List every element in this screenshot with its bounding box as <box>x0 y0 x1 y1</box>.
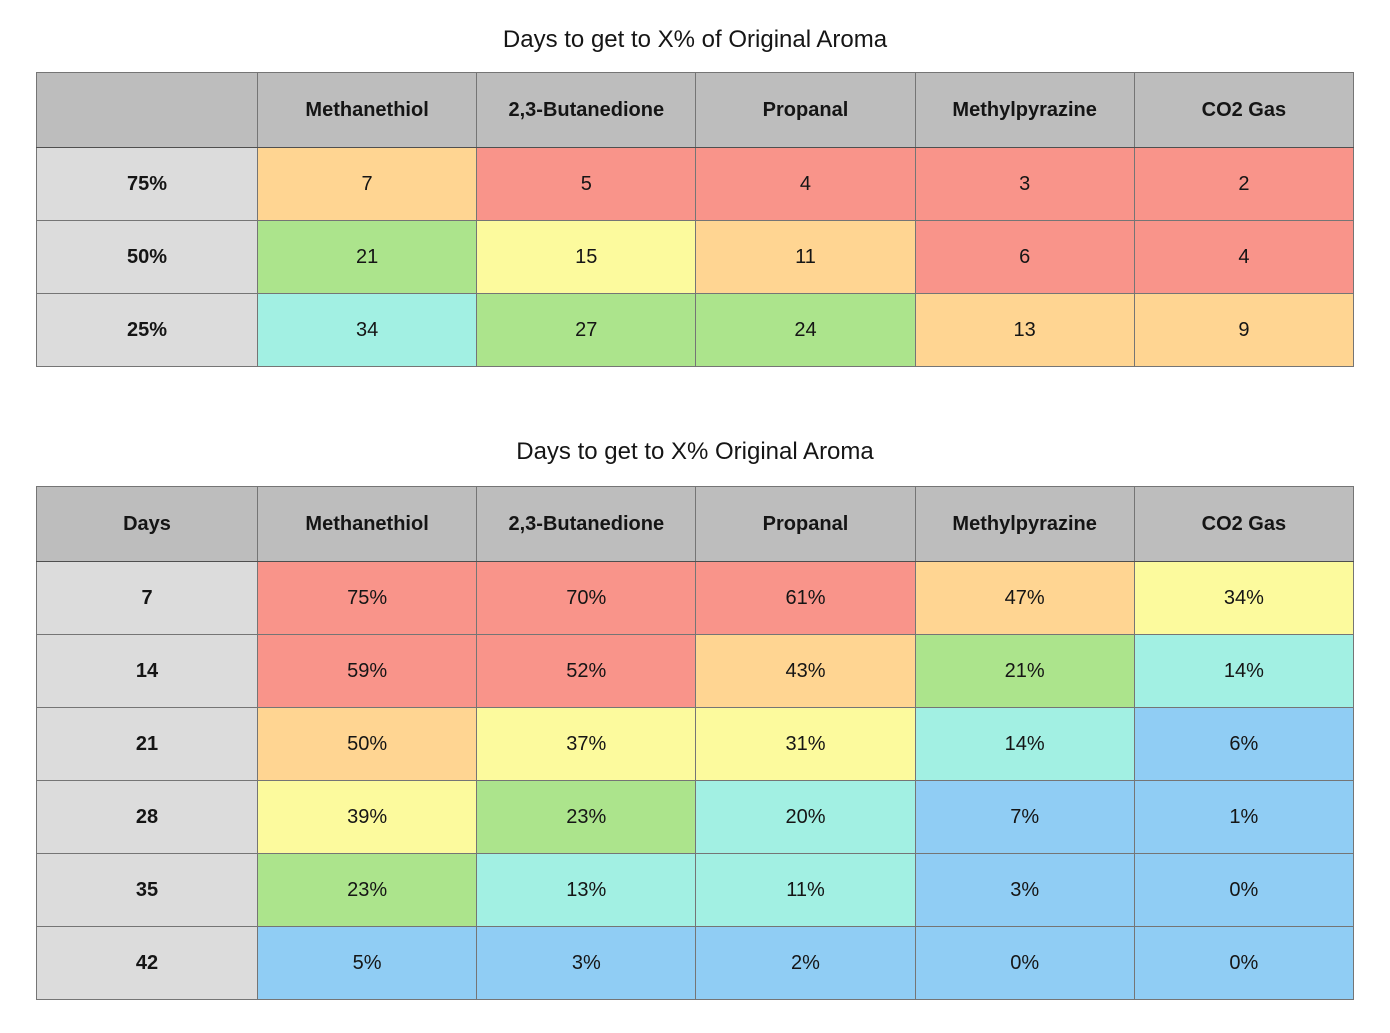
value-cell: 1% <box>1134 781 1353 854</box>
value-cell: 70% <box>477 562 696 635</box>
row-label: 14 <box>37 635 258 708</box>
value-cell: 31% <box>696 708 915 781</box>
table-row <box>37 635 1354 708</box>
days-to-reach-percent-table <box>36 72 1354 367</box>
percent-remaining-by-day-table <box>36 486 1354 1000</box>
value-cell: 59% <box>258 635 477 708</box>
value-cell: 2% <box>696 927 915 1000</box>
value-cell: 61% <box>696 562 915 635</box>
table-2-title: Days to get to X% Original Aroma <box>516 438 874 465</box>
header-row <box>37 487 1354 562</box>
table-row <box>37 708 1354 781</box>
value-cell: 39% <box>258 781 477 854</box>
column-header: Propanal <box>696 73 915 148</box>
value-cell: 20% <box>696 781 915 854</box>
table-row <box>37 854 1354 927</box>
row-label: 7 <box>37 562 258 635</box>
value-cell: 37% <box>477 708 696 781</box>
value-cell: 13 <box>915 294 1134 367</box>
value-cell: 27 <box>477 294 696 367</box>
row-label: 25% <box>37 294 258 367</box>
table-row <box>37 781 1354 854</box>
value-cell: 4 <box>696 148 915 221</box>
value-cell: 3 <box>915 148 1134 221</box>
row-label: 35 <box>37 854 258 927</box>
value-cell: 34 <box>258 294 477 367</box>
column-header: CO2 Gas <box>1134 73 1353 148</box>
row-label: 42 <box>37 927 258 1000</box>
value-cell: 21 <box>258 221 477 294</box>
value-cell: 14% <box>1134 635 1353 708</box>
value-cell: 5 <box>477 148 696 221</box>
value-cell: 13% <box>477 854 696 927</box>
column-header: Propanal <box>696 487 915 562</box>
value-cell: 14% <box>915 708 1134 781</box>
column-header: Methylpyrazine <box>915 73 1134 148</box>
column-header: Methanethiol <box>258 487 477 562</box>
table-row <box>37 148 1354 221</box>
value-cell: 7 <box>258 148 477 221</box>
value-cell: 0% <box>1134 854 1353 927</box>
value-cell: 3% <box>915 854 1134 927</box>
table-1-title: Days to get to X% of Original Aroma <box>502 26 888 53</box>
value-cell: 47% <box>915 562 1134 635</box>
value-cell: 7% <box>915 781 1134 854</box>
corner-header-cell <box>37 73 258 148</box>
value-cell: 50% <box>258 708 477 781</box>
value-cell: 11% <box>696 854 915 927</box>
value-cell: 43% <box>696 635 915 708</box>
header-row <box>37 73 1354 148</box>
page-container <box>36 0 1354 1000</box>
value-cell: 0% <box>1134 927 1353 1000</box>
value-cell: 21% <box>915 635 1134 708</box>
value-cell: 75% <box>258 562 477 635</box>
table-row <box>37 562 1354 635</box>
value-cell: 4 <box>1134 221 1353 294</box>
row-label: 21 <box>37 708 258 781</box>
column-header: Methanethiol <box>258 73 477 148</box>
row-label: 28 <box>37 781 258 854</box>
value-cell: 6% <box>1134 708 1353 781</box>
column-header: CO2 Gas <box>1134 487 1353 562</box>
value-cell: 24 <box>696 294 915 367</box>
row-label: 75% <box>37 148 258 221</box>
column-header: Methylpyrazine <box>915 487 1134 562</box>
value-cell: 34% <box>1134 562 1353 635</box>
column-header: 2,3-Butanedione <box>477 487 696 562</box>
value-cell: 23% <box>258 854 477 927</box>
table-row <box>37 294 1354 367</box>
value-cell: 11 <box>696 221 915 294</box>
value-cell: 15 <box>477 221 696 294</box>
value-cell: 2 <box>1134 148 1353 221</box>
value-cell: 6 <box>915 221 1134 294</box>
value-cell: 23% <box>477 781 696 854</box>
table-row <box>37 221 1354 294</box>
value-cell: 52% <box>477 635 696 708</box>
table-row <box>37 927 1354 1000</box>
corner-header-cell: Days <box>37 487 258 562</box>
row-label: 50% <box>37 221 258 294</box>
column-header: 2,3-Butanedione <box>477 73 696 148</box>
value-cell: 5% <box>258 927 477 1000</box>
value-cell: 9 <box>1134 294 1353 367</box>
value-cell: 0% <box>915 927 1134 1000</box>
value-cell: 3% <box>477 927 696 1000</box>
